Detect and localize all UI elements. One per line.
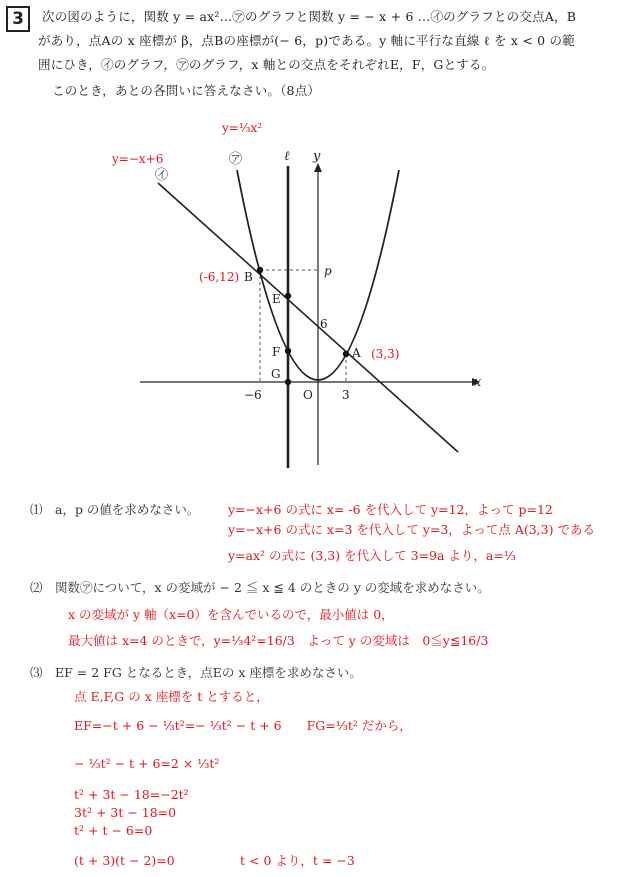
problem-line-3: 囲にひき，㋑のグラフ，㋐のグラフ，x 軸との交点をそれぞれE，F，Gとする。: [38, 57, 495, 72]
label-a: A: [352, 346, 361, 360]
question-1-text: ⑴ a，p の値を求めなさい。: [30, 502, 200, 517]
label-neg-six: −6: [244, 388, 262, 402]
label-x-axis: x: [474, 375, 482, 390]
q1-answer-3: y=ax² の式に (3,3) を代入して 3=9a より，a=⅓: [228, 548, 516, 563]
label-p: p: [324, 264, 332, 278]
point-f: [285, 348, 291, 354]
problem-number-box: 3: [6, 6, 30, 32]
problem-line-1: 次の図のように，関数 y = ax²…㋐のグラフと関数 y = − x + 6 …㋑のグラフとの交点A，B: [42, 9, 577, 24]
point-b: [257, 267, 263, 273]
straight-line-i: [158, 183, 458, 452]
label-six: 6: [320, 317, 328, 331]
label-line-equation: y=−x+6: [112, 152, 164, 166]
label-b-coordinate: (-6,12): [199, 270, 240, 284]
q2-answer-1: x の変域が y 軸（x=0）を含んでいるので，最小値は 0，: [68, 607, 394, 622]
q3-answer-8: t < 0 より，t = −3: [240, 853, 355, 868]
q3-answer-7: (t + 3)(t − 2)=0: [74, 853, 175, 868]
problem-line-4: このとき，あとの各問いに答えなさい。（8点）: [52, 83, 321, 98]
label-e: E: [272, 292, 281, 306]
q2-answer-2: 最大値は x=4 のときで，y=⅓4²=16/3 よって y の変域は 0≦y≦16/3: [68, 633, 489, 648]
q1-answer-1: y=−x+6 の式に x= -6 を代入して y=12，よって p=12: [228, 502, 553, 517]
label-origin: O: [303, 388, 313, 402]
y-axis-arrow-icon: [314, 163, 322, 172]
q3-answer-3: − ⅓t² − t + 6=2 × ⅓t²: [74, 756, 220, 771]
label-a-circle: ㋐: [229, 152, 243, 167]
problem-line-2: があり，点Aの x 座標が β，点Bの座標が(− 6，p)である。y 軸に平行な直線 ℓ を x < 0 の範: [38, 33, 575, 48]
question-2-text: ⑵ 関数㋐について，x の変域が − 2 ≦ x ≦ 4 のときの y の変域を求めなさい。: [30, 580, 490, 595]
label-parabola-equation: y=⅓x²: [222, 121, 263, 135]
q3-answer-5: 3t² + 3t − 18=0: [74, 805, 177, 820]
question-3-text: ⑶ EF = 2 FG となるとき，点Eの x 座標を求めなさい。: [30, 665, 362, 680]
q1-answer-2: y=−x+6 の式に x=3 を代入して y=3，よって点 A(3,3) である: [228, 522, 595, 537]
q3-answer-4: t² + 3t − 18=−2t²: [74, 787, 189, 802]
label-b: B: [244, 270, 253, 284]
q3-answer-1: 点 E,F,G の x 座標を t とすると，: [74, 689, 269, 704]
label-i-circle: ㋑: [155, 168, 169, 183]
q3-answer-2: EF=−t + 6 − ⅓t²=− ⅓t² − t + 6 FG=⅓t² だから，: [74, 718, 412, 733]
point-e: [285, 293, 291, 299]
point-g: [285, 379, 291, 385]
label-g: G: [271, 367, 281, 381]
q3-answer-6: t² + t − 6=0: [74, 823, 153, 838]
label-y-axis: y: [313, 149, 321, 164]
label-ell: ℓ: [284, 149, 290, 164]
point-a: [343, 351, 349, 357]
label-a-coordinate: (3,3): [371, 347, 400, 361]
label-f: F: [272, 345, 281, 359]
label-three: 3: [342, 388, 350, 402]
